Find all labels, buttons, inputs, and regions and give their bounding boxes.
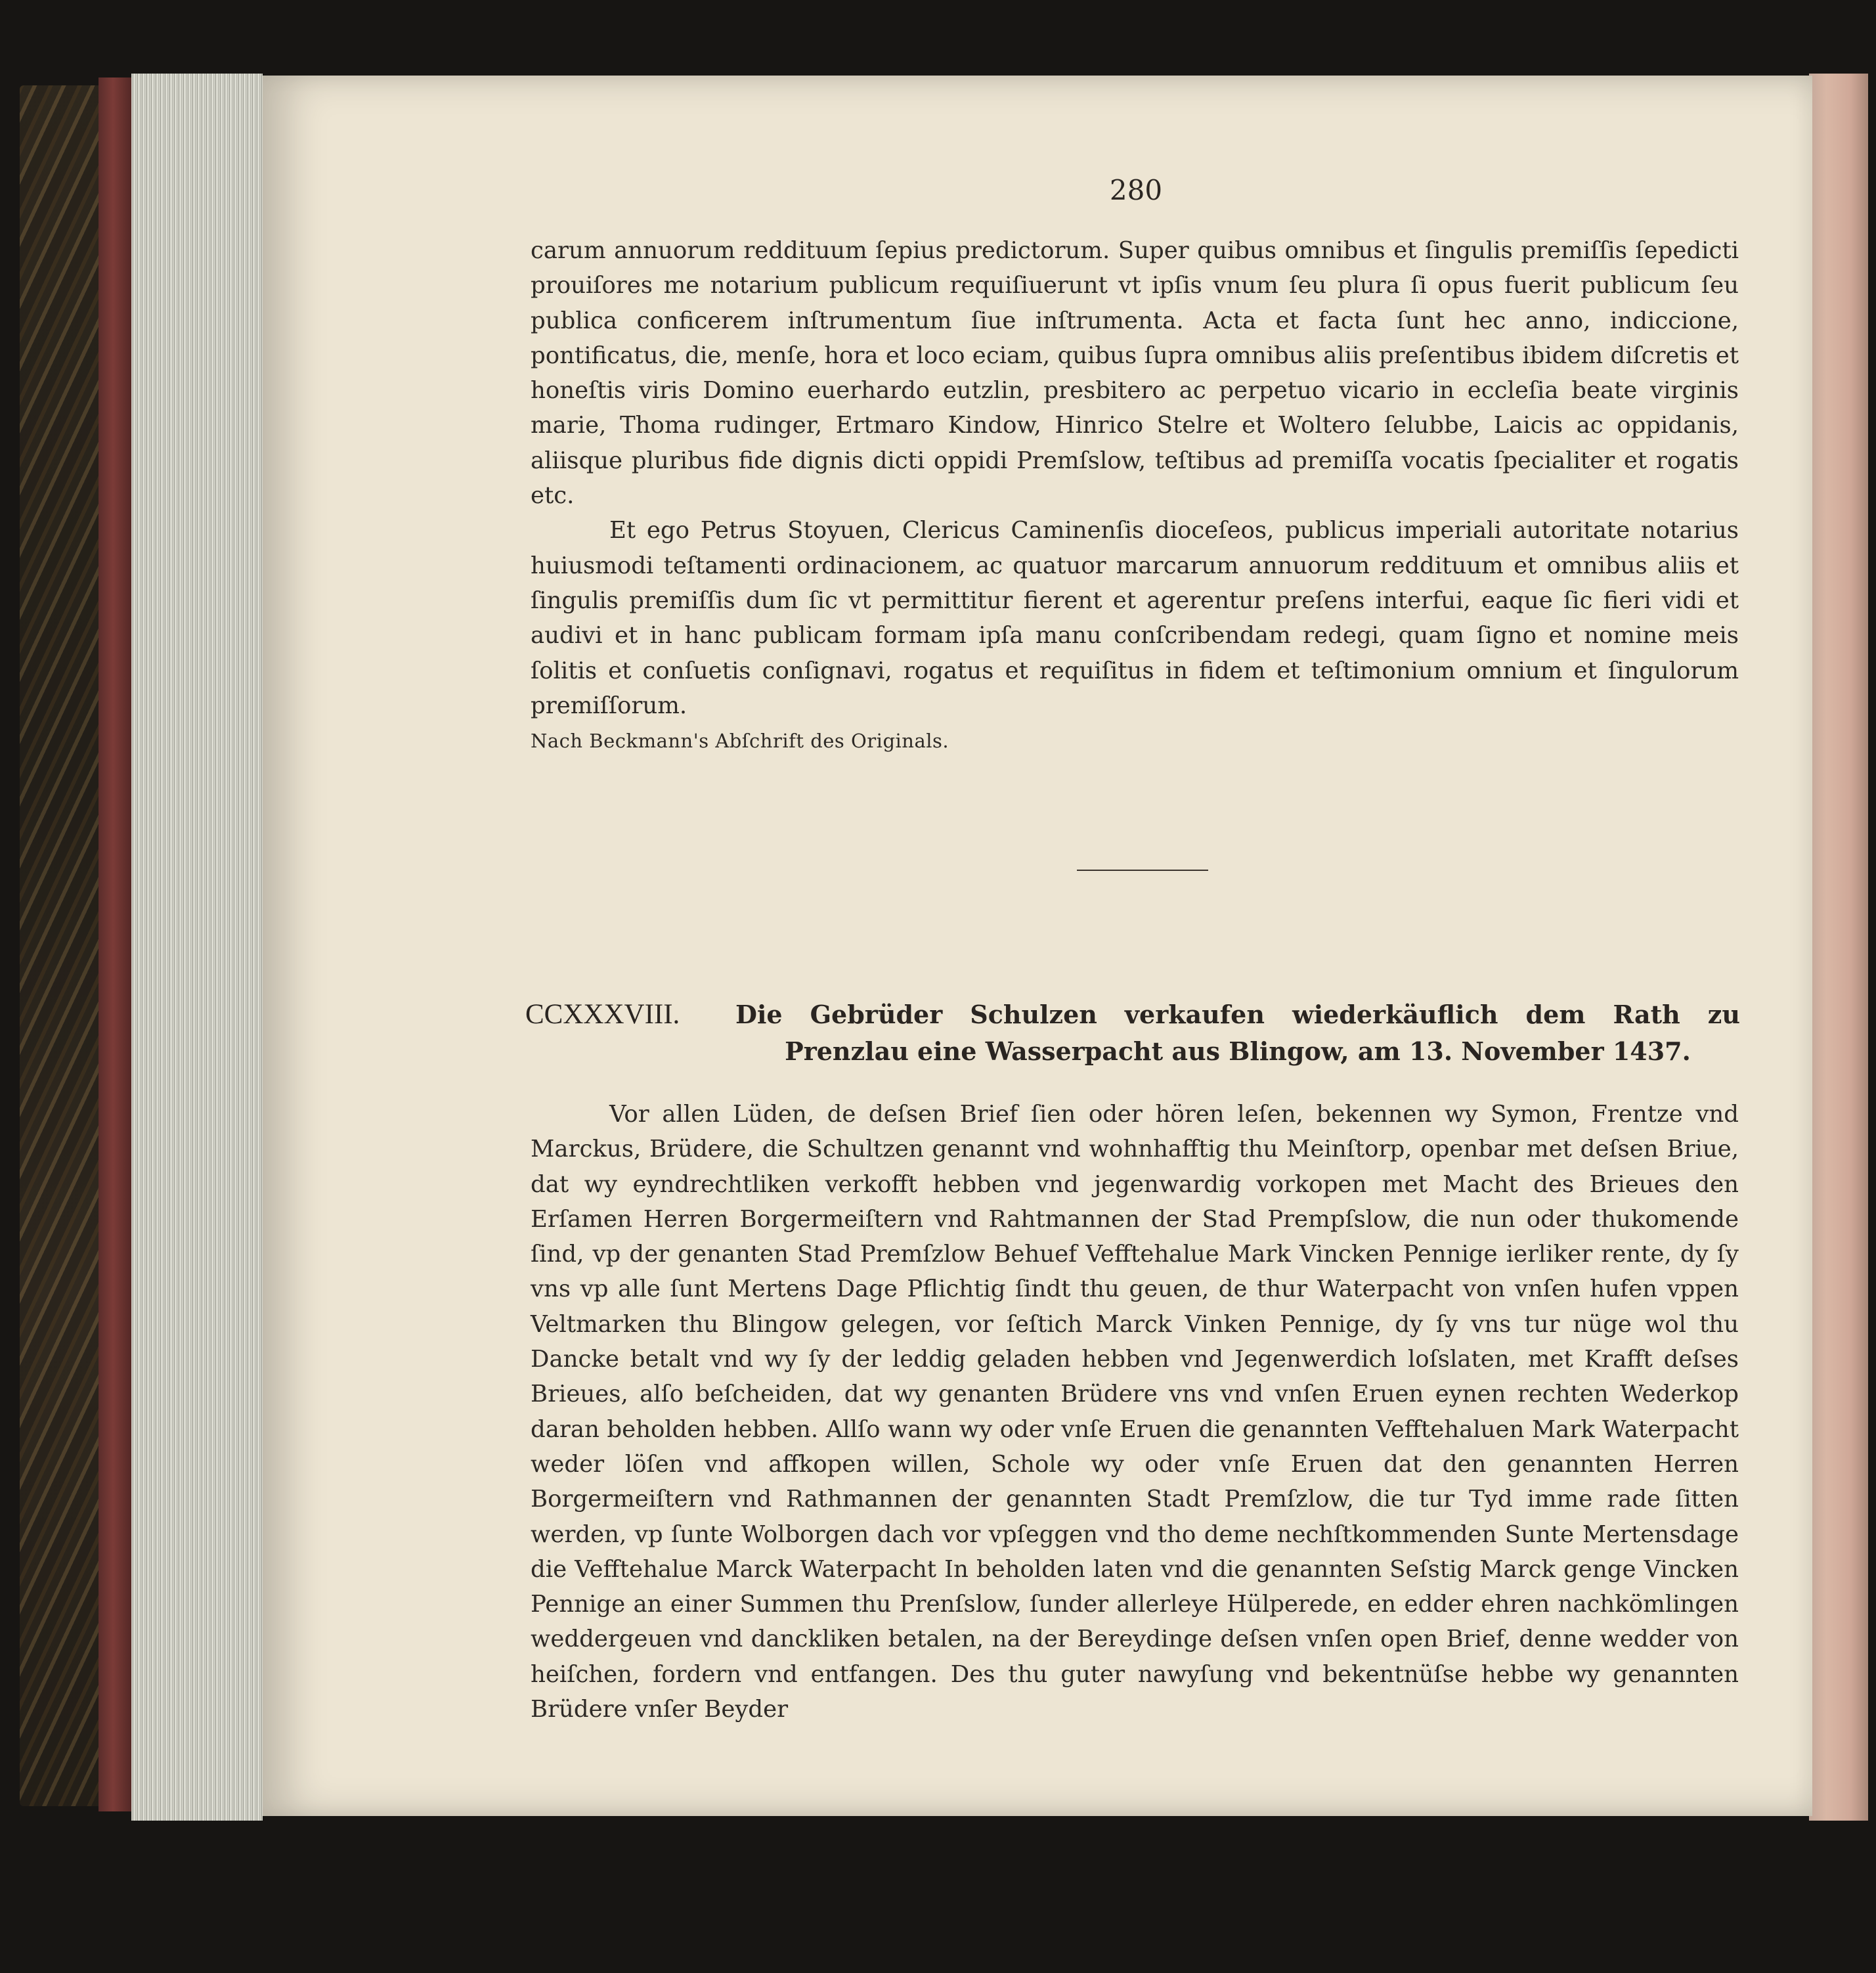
page-edges <box>131 74 263 1821</box>
body-paragraph: Vor allen Lüden, de deſsen Brief ſien oder hören leſen, bekennen wy Symon, Frentze vnd Marckus, Brüdere, die Schultzen genannt vnd wohnhafftig thu Meinſtorp, openbar met deſsen Briue, dat wy eyndrechtliken verkofft hebben vnd jegenwardig vorkopen met Macht des Brieues den Erſamen Herren Borgermeiſtern vnd Rahtmannen der Stad Prempſslow, die nun oder thukomende ſind, vp der genanten Stad Premſzlow Behuef Vefftehalue Mark Vincken Pennige ierliker rente, dy ſy vns vp alle ſunt Mertens Dage Pflichtig ſindt thu geuen, de thur Waterpacht von vnſen hufen vppen Veltmarken thu Blingow gelegen, vor ſeſtich Marck Vinken Pennige, dy ſy vns tur nüge wol thu Dancke betalt vnd wy ſy der leddig geladen hebben vnd Jegenwerdich loſslaten, met Krafft deſses Brieues, alſo beſcheiden, dat wy genanten Brüdere vns vnd vnſen Eruen eynen rechten Wederkop daran beholden hebben. Allſo wann wy oder vnſe Eruen die genannten Vefftehaluen Mark Waterpacht weder löſen vnd affkopen willen, Schole wy oder vnſe Eruen dat den genannten Herren Borgermeiſtern vnd Rathmannen der genannten Stadt Premſzlow, die tur Tyd imme rade ſitten werden, vp ſunte Wolborgen dach vor vpſeggen vnd tho deme nechſtkommenden Sunte Mertensdage die Vefftehalue Marck Waterpacht In beholden laten vnd die genannten Seſstig Marck genge Vincken Pennige an einer Summen thu Prenſslow, ſunder allerleye Hülperede, en edder ehren nachkömlingen weddergeuen vnd danckliken betalen, na der Bereydinge deſsen vnſen open Brief, denne wedder von heiſchen, fordern vnd entfangen. Des thu guter nawyſung vnd bekentnüſse hebbe wy genannten Brüdere vnſer Beyder <box>531 1101 1739 1723</box>
book-spine <box>98 78 135 1811</box>
section-heading <box>525 996 1740 1070</box>
section-divider <box>1077 870 1208 871</box>
section-title: Die Gebrüder Schulzen verkaufen wiederkäuflich dem Rath zu Prenzlau eine Wasserpacht aus Blingow, am 13. November 1437. <box>735 1000 1740 1066</box>
page-number: 280 <box>1109 174 1163 206</box>
document-body <box>531 1097 1739 1727</box>
paragraph-2: Et ego Petrus Stoyuen, Clericus Caminenſis dioceſeos, publicus imperiali autoritate notarius huiusmodi teſtamenti ordinacionem, ac quatuor marcarum annuorum reddituum et omnibus aliis et ſingulis premiſſis dum ſic vt permittitur fierent et agerentur preſens interfui, eaque ſic fieri vidi et audivi et in hanc publicam formam ipſa manu conſcribendam redegi, quam ſigno et nomine meis ſolitis et conſuetis conſignavi, rogatus et requiſitus in fidem et teſtimonium omnium et ſingulorum premiſſorum. <box>531 517 1739 719</box>
facing-page-edge <box>1809 74 1868 1821</box>
paragraph-1: carum annuorum reddituum ſepius predictorum. Super quibus omnibus et ſingulis premiſſis ſepedicti prouiſores me notarium publicum requiſiuerunt vt ipſis vnum ſeu plura ſi opus fuerit publicum ſeu publica conficerem inſtrumentum ſiue inſtrumenta. Acta et facta ſunt hec anno, indiccione, pontificatus, die, menſe, hora et loco eciam, quibus ſupra omnibus aliis preſentibus ibidem diſcretis et honeſtis viris Domino euerhardo eutzlin, presbitero ac perpetuo vicario in eccleſia beate virginis marie, Thoma rudinger, Ertmaro Kindow, Hinrico Stelre et Woltero ſelubbe, Laicis ac oppidanis, aliisque pluribus fide dignis dicti oppidi Premſslow, teſtibus ad premiſſa vocatis ſpecialiter et rogatis etc. <box>531 237 1739 510</box>
continued-document-text <box>531 233 1739 759</box>
section-number: CCXXXVIII. <box>525 999 680 1030</box>
source-note: Nach Beckmann's Abſchrift des Originals. <box>531 730 949 753</box>
